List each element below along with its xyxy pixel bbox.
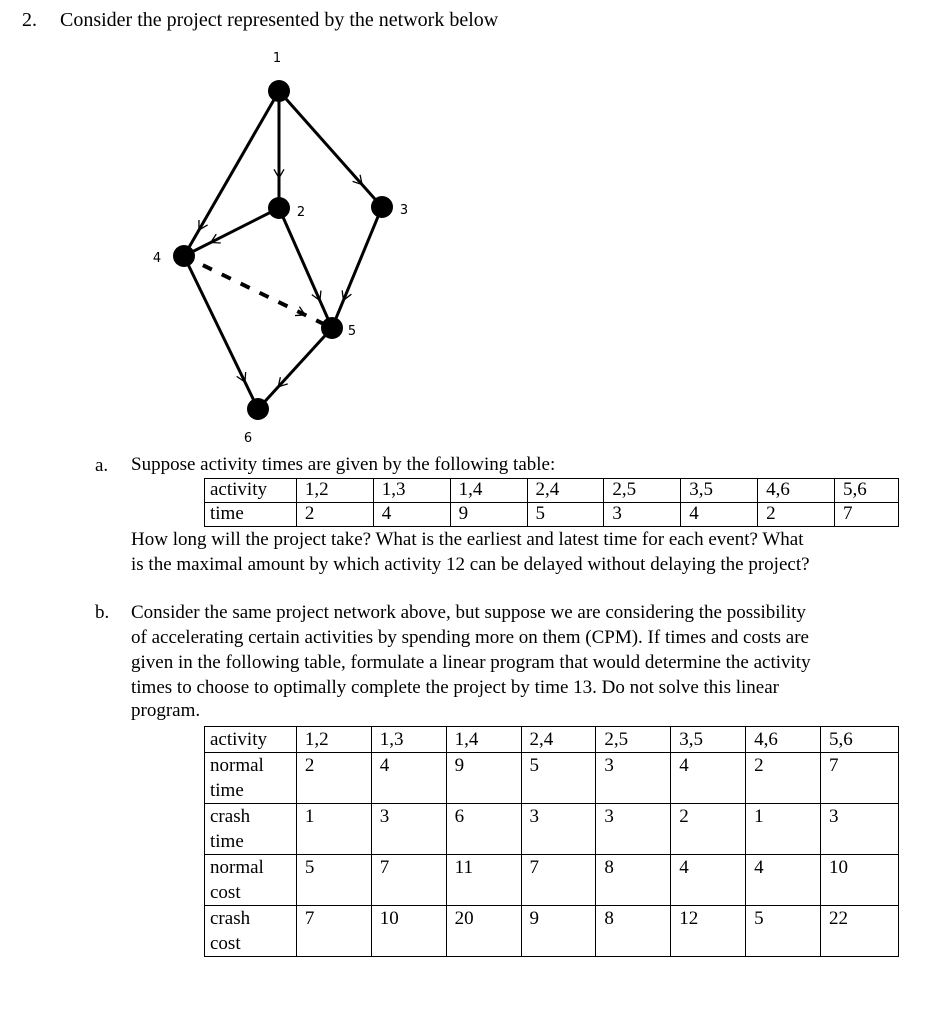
table-cell: 3 [371, 804, 446, 855]
node-label-6: 6 [243, 431, 253, 446]
part-b-line: Consider the same project network above, but suppose we are considering the possibility [131, 602, 806, 623]
row-header-line: crash [210, 806, 251, 827]
row-header [205, 906, 297, 957]
table-cell: 9 [450, 503, 527, 527]
table-cell: 7 [835, 503, 899, 527]
table-cell: 7 [371, 855, 446, 906]
table-cell: 4 [681, 503, 758, 527]
row-header [205, 855, 297, 906]
edge-5-6 [258, 328, 332, 409]
table-cell: 1,2 [296, 727, 371, 753]
table-cell: 22 [821, 906, 899, 957]
node-2 [268, 197, 290, 219]
question-text: Consider the project represented by the network below [60, 9, 499, 31]
edge-2-5 [279, 208, 332, 328]
table-row [205, 804, 899, 855]
table-cell: 10 [821, 855, 899, 906]
table-cell: 4 [371, 753, 446, 804]
table-cell: 7 [821, 753, 899, 804]
edge-1-3 [279, 91, 382, 207]
node-label-4: 4 [152, 251, 162, 266]
table-cell: 2 [671, 804, 746, 855]
table-cell: 8 [596, 855, 671, 906]
table-cell: 2 [746, 753, 821, 804]
table-cell: 4 [373, 503, 450, 527]
table-row [205, 753, 899, 804]
part-a-label: a. [95, 455, 109, 476]
table-cell: 1,3 [373, 479, 450, 503]
row-header [205, 804, 297, 855]
crash-cost-table [204, 726, 899, 957]
table-cell: 4 [746, 855, 821, 906]
table-row [205, 906, 899, 957]
table-cell: 5,6 [821, 727, 899, 753]
table-cell: 2,4 [521, 727, 596, 753]
table-cell: 20 [446, 906, 521, 957]
row-header-line: normal [210, 755, 264, 776]
table-cell: 3 [596, 804, 671, 855]
table-cell: 1,2 [296, 479, 373, 503]
question-heading [22, 9, 498, 32]
table-cell: 3 [821, 804, 899, 855]
row-header-line: cost [210, 882, 241, 903]
row-header-line: normal [210, 857, 264, 878]
table-cell: 2,5 [604, 479, 681, 503]
part-b-line: times to choose to optimally complete the project by time 13. Do not solve this linear [131, 677, 779, 698]
table-row [205, 727, 899, 753]
row-header [205, 753, 297, 804]
table-cell: 1 [746, 804, 821, 855]
table-row [205, 855, 899, 906]
part-a-intro: Suppose activity times are given by the following table: [131, 454, 556, 475]
node-label-1: 1 [272, 51, 282, 66]
row-header-line: time [210, 831, 244, 852]
node-1 [268, 80, 290, 102]
node-label-2: 2 [296, 205, 306, 220]
node-label-5: 5 [347, 324, 357, 339]
table-cell: 3 [521, 804, 596, 855]
table-cell: 5 [521, 753, 596, 804]
row-header: time [205, 503, 297, 527]
table-cell: 3,5 [671, 727, 746, 753]
node-6 [247, 398, 269, 420]
table-cell: 8 [596, 906, 671, 957]
project-network-diagram [0, 40, 460, 455]
table-cell: 1,4 [450, 479, 527, 503]
table-cell: 1,3 [371, 727, 446, 753]
table-cell: 2,5 [596, 727, 671, 753]
edge-4-6 [184, 256, 258, 409]
row-header-line: time [210, 780, 244, 801]
table-cell: 12 [671, 906, 746, 957]
node-label-3: 3 [399, 203, 409, 218]
table-cell: 1,4 [446, 727, 521, 753]
row-header-line: cost [210, 933, 241, 954]
table-cell: 4,6 [758, 479, 835, 503]
table-cell: 2 [758, 503, 835, 527]
part-a-question-line-1: How long will the project take? What is the earliest and latest time for each event? What [131, 529, 804, 550]
table-cell: 11 [446, 855, 521, 906]
table-cell: 5 [527, 503, 604, 527]
table-row [205, 503, 899, 527]
activity-time-table [204, 478, 899, 527]
node-3 [371, 196, 393, 218]
edge-1-2 [274, 91, 284, 208]
table-cell: 10 [371, 906, 446, 957]
table-row [205, 479, 899, 503]
part-b-line: program. [131, 700, 201, 721]
question-number: 2. [22, 9, 37, 31]
node-4 [173, 245, 195, 267]
edge-3-5 [332, 207, 382, 328]
table-cell: 3,5 [681, 479, 758, 503]
table-cell: 5 [746, 906, 821, 957]
part-b-paragraph [131, 600, 811, 722]
table-cell: 5 [296, 855, 371, 906]
table-cell: 3 [596, 753, 671, 804]
table-cell: 9 [446, 753, 521, 804]
part-a-question-line-2: is the maximal amount by which activity 12 can be delayed without delaying the project? [131, 554, 810, 575]
table-cell: 4,6 [746, 727, 821, 753]
table-cell: 7 [521, 855, 596, 906]
table-cell: 2,4 [527, 479, 604, 503]
row-header [205, 727, 297, 753]
table-cell: 4 [671, 753, 746, 804]
row-header-line: activity [210, 729, 267, 750]
part-b-line: given in the following table, formulate a linear program that would determine the activity [131, 652, 811, 673]
part-b-line: of accelerating certain activities by spending more on them (CPM). If times and costs are [131, 627, 809, 648]
table-cell: 2 [296, 503, 373, 527]
table-cell: 7 [296, 906, 371, 957]
table-cell: 3 [604, 503, 681, 527]
row-header: activity [205, 479, 297, 503]
part-b-label: b. [95, 602, 110, 623]
table-cell: 9 [521, 906, 596, 957]
table-cell: 4 [671, 855, 746, 906]
table-cell: 5,6 [835, 479, 899, 503]
table-cell: 2 [296, 753, 371, 804]
edge-4-5 [184, 256, 332, 328]
node-5 [321, 317, 343, 339]
table-cell: 1 [296, 804, 371, 855]
table-cell: 6 [446, 804, 521, 855]
row-header-line: crash [210, 908, 251, 929]
